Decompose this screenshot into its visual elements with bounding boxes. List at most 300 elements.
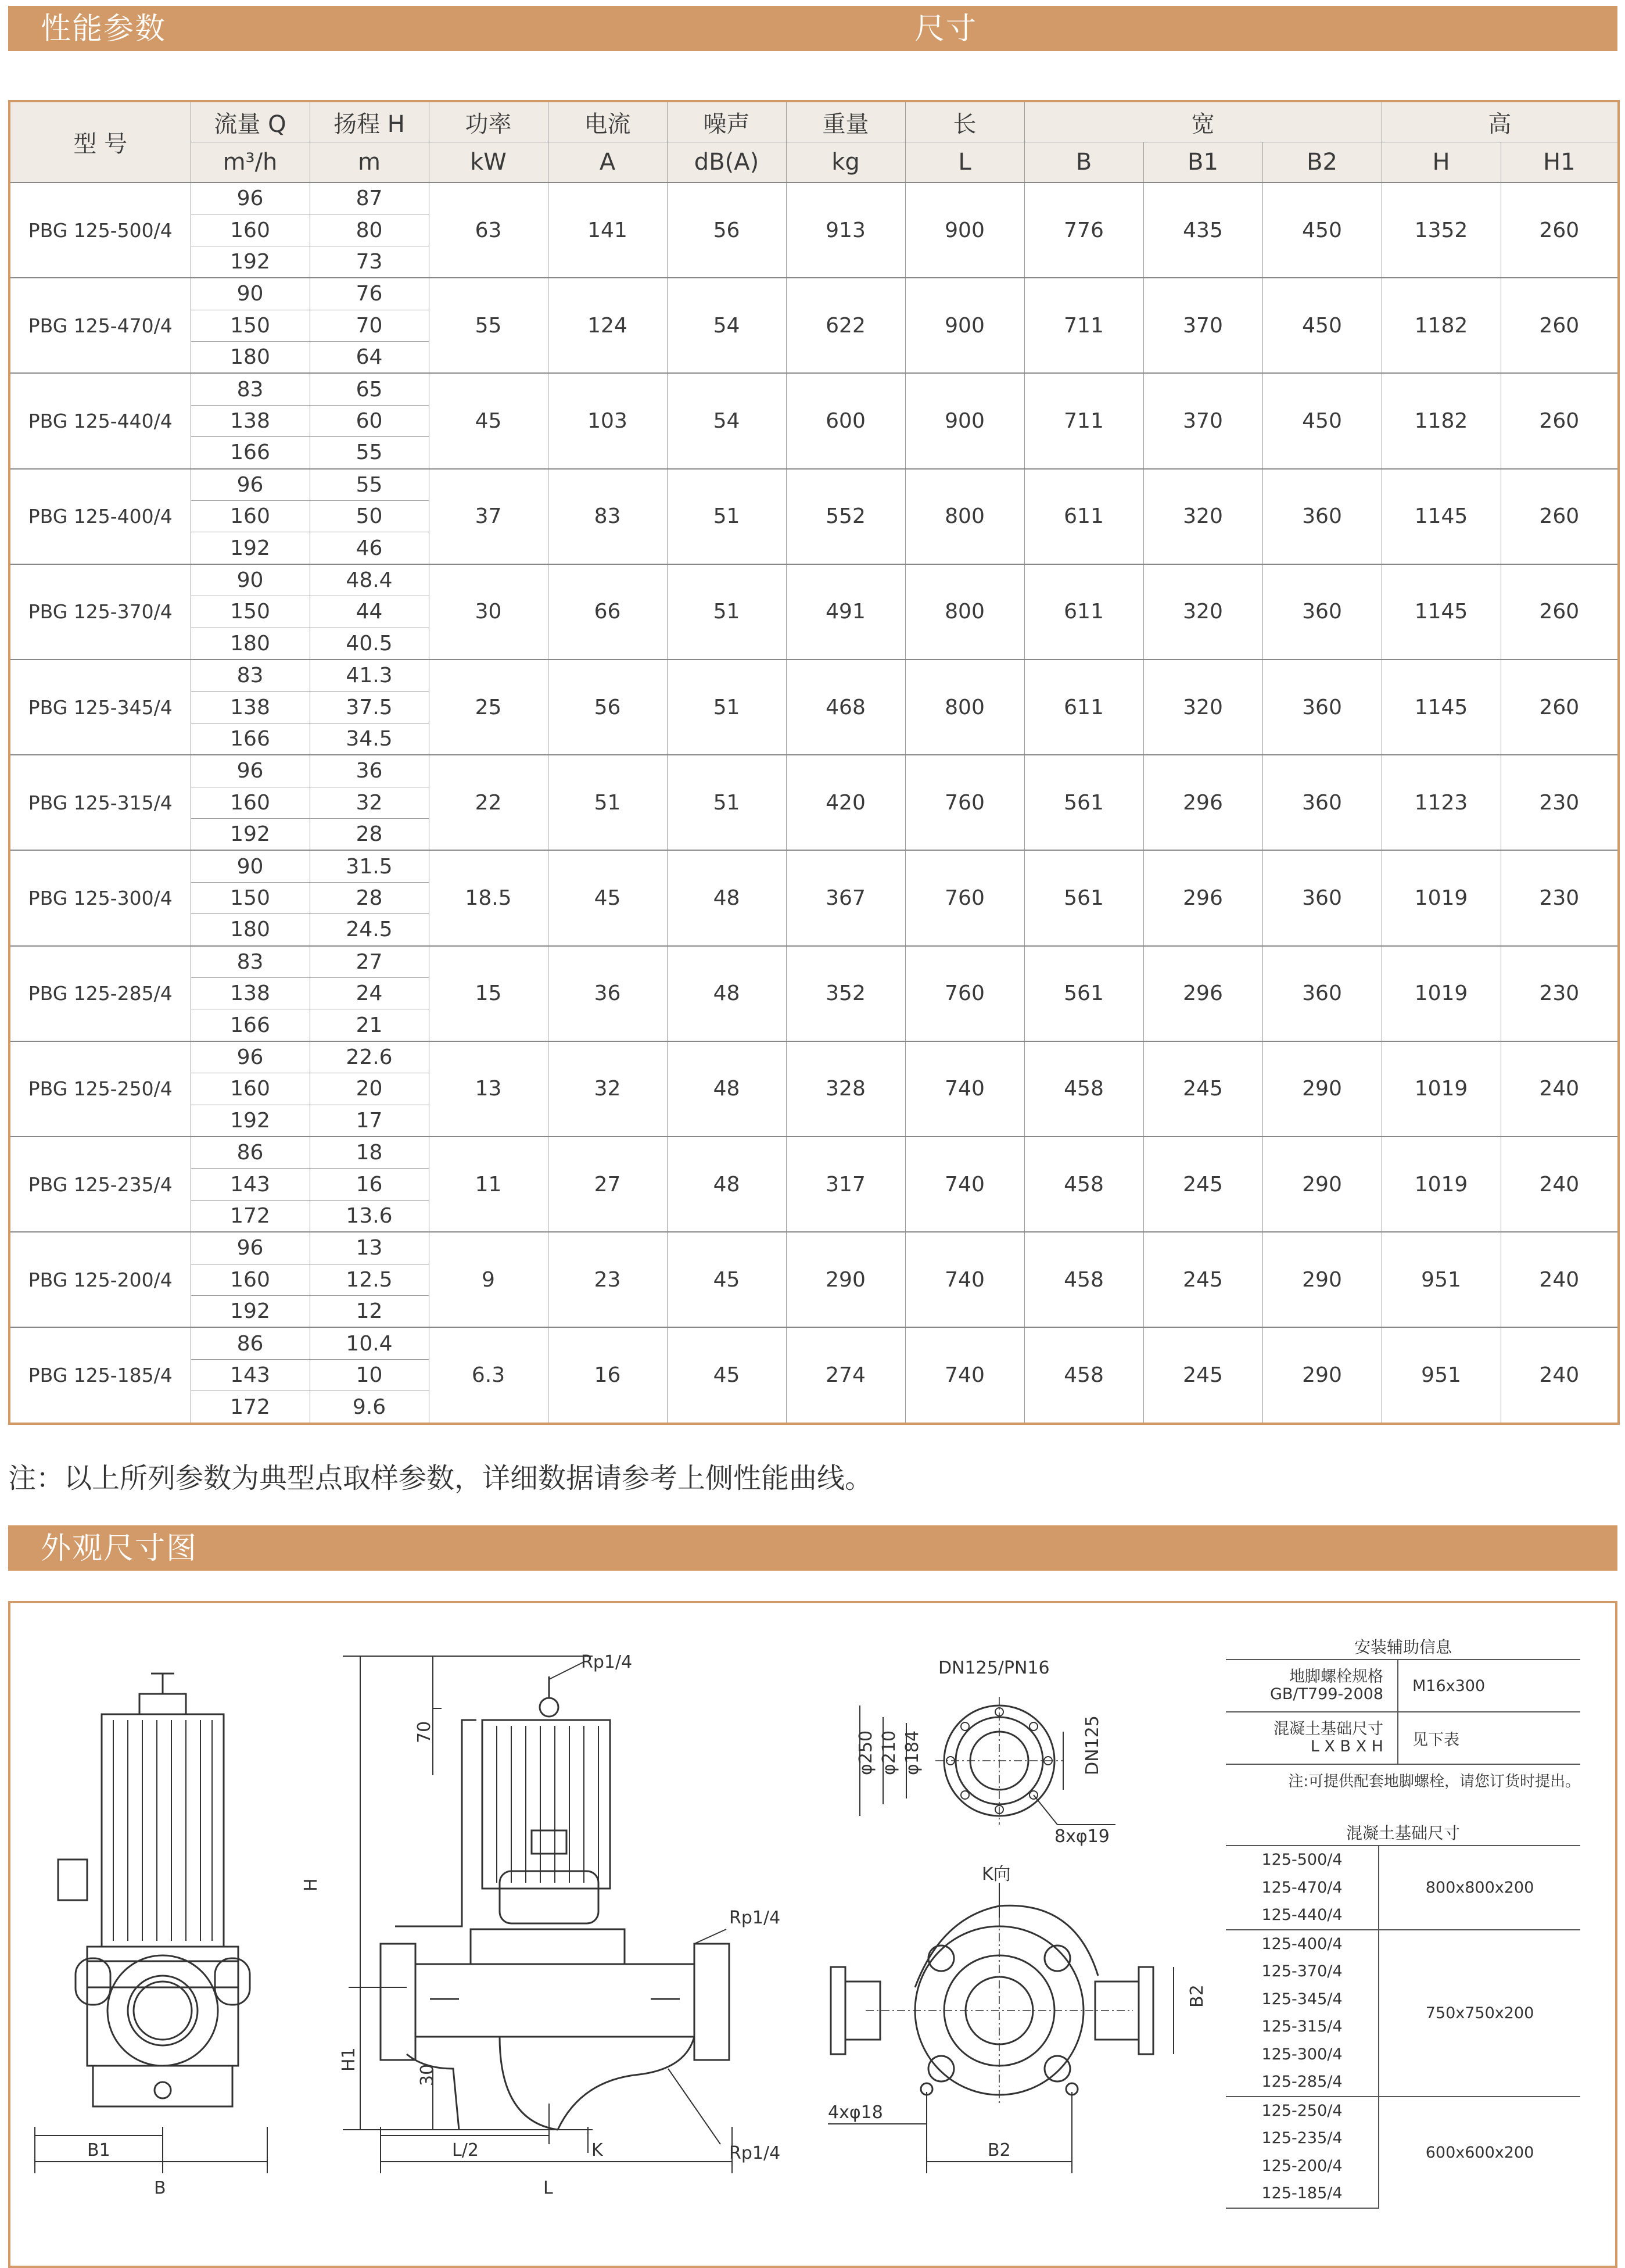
flow-cell: 166 [191, 1009, 310, 1041]
flow-cell: 192 [191, 1296, 310, 1328]
flow-cell: 192 [191, 1105, 310, 1137]
header-width-b2: B2 [1262, 142, 1382, 183]
width-b-cell: 561 [1024, 755, 1143, 850]
foundation-row [1226, 1930, 1580, 1958]
noise-cell: 48 [667, 1041, 786, 1137]
header-width-b1: B1 [1143, 142, 1262, 183]
current-cell: 124 [548, 278, 667, 373]
width-b1-cell: 320 [1143, 660, 1262, 755]
foundation-size: 600x600x200 [1379, 2097, 1580, 2208]
foundation-model: 125-200/4 [1261, 2156, 1343, 2175]
height-h1-cell: 260 [1501, 278, 1619, 373]
width-b2-cell: 360 [1262, 946, 1382, 1041]
flow-cell: 180 [191, 914, 310, 946]
width-b-cell: 458 [1024, 1041, 1143, 1137]
length-cell: 740 [905, 1041, 1024, 1137]
current-cell: 36 [548, 946, 667, 1041]
flow-cell: 143 [191, 1169, 310, 1200]
flow-cell: 96 [191, 1232, 310, 1264]
head-cell: 60 [310, 405, 429, 436]
label-dim-l-half: L/2 [452, 2140, 479, 2160]
noise-cell: 48 [667, 850, 786, 945]
height-h-cell: 1145 [1382, 564, 1501, 660]
label-dim-l: L [543, 2178, 553, 2198]
width-b-cell: 611 [1024, 469, 1143, 564]
width-b-cell: 711 [1024, 278, 1143, 373]
height-h1-cell: 240 [1501, 1327, 1619, 1424]
flow-cell: 160 [191, 787, 310, 818]
flow-cell: 172 [191, 1391, 310, 1424]
label-dim-b2-horizontal: B2 [988, 2140, 1011, 2160]
noise-cell: 51 [667, 755, 786, 850]
foundation-row [1226, 2097, 1580, 2125]
noise-cell: 45 [667, 1232, 786, 1327]
header-power-unit: kW [429, 142, 548, 183]
flow-cell: 138 [191, 405, 310, 436]
head-cell: 44 [310, 596, 429, 628]
header-noise-unit: dB(A) [667, 142, 786, 183]
model-cell: PBG 125-400/4 [9, 469, 191, 564]
head-cell: 46 [310, 532, 429, 564]
install-info-table [1226, 1659, 1580, 1765]
head-cell: 24.5 [310, 914, 429, 946]
current-cell: 56 [548, 660, 667, 755]
width-b2-cell: 360 [1262, 755, 1382, 850]
header-weight: 重量 [786, 101, 905, 142]
flow-cell: 150 [191, 596, 310, 628]
model-cell: PBG 125-470/4 [9, 278, 191, 373]
height-h-cell: 1019 [1382, 850, 1501, 945]
width-b1-cell: 320 [1143, 469, 1262, 564]
noise-cell: 54 [667, 373, 786, 468]
height-h1-cell: 260 [1501, 660, 1619, 755]
flow-cell: 143 [191, 1359, 310, 1391]
head-cell: 48.4 [310, 564, 429, 596]
model-cell: PBG 125-440/4 [9, 373, 191, 468]
head-cell: 36 [310, 755, 429, 787]
install-info-panel [1226, 1636, 1580, 2209]
install-row [1226, 1660, 1580, 1712]
current-cell: 45 [548, 850, 667, 945]
dimensions-title: 尺寸 [914, 12, 978, 46]
model-cell: PBG 125-285/4 [9, 946, 191, 1041]
head-cell: 22.6 [310, 1041, 429, 1073]
height-h-cell: 951 [1382, 1327, 1501, 1424]
width-b-cell: 711 [1024, 373, 1143, 468]
noise-cell: 48 [667, 946, 786, 1041]
flow-cell: 96 [191, 755, 310, 787]
height-h-cell: 1182 [1382, 373, 1501, 468]
head-cell: 10 [310, 1359, 429, 1391]
head-cell: 64 [310, 342, 429, 374]
flow-cell: 160 [191, 1264, 310, 1295]
current-cell: 103 [548, 373, 667, 468]
header-width: 宽 [1024, 101, 1382, 142]
length-cell: 740 [905, 1327, 1024, 1424]
current-cell: 66 [548, 564, 667, 660]
width-b2-cell: 360 [1262, 660, 1382, 755]
head-cell: 28 [310, 882, 429, 913]
height-h1-cell: 240 [1501, 1041, 1619, 1137]
length-cell: 760 [905, 850, 1024, 945]
outline-title: 外观尺寸图 [41, 1531, 198, 1566]
foundation-model: 125-345/4 [1261, 1990, 1343, 2008]
performance-title: 性能参数 [41, 12, 167, 46]
flow-cell: 86 [191, 1327, 310, 1359]
header-model: 型 号 [9, 101, 191, 182]
label-phi-184: φ184 [902, 1730, 923, 1775]
length-cell: 900 [905, 278, 1024, 373]
weight-cell: 622 [786, 278, 905, 373]
height-h-cell: 951 [1382, 1232, 1501, 1327]
width-b1-cell: 245 [1143, 1137, 1262, 1232]
width-b2-cell: 360 [1262, 469, 1382, 564]
height-h-cell: 1352 [1382, 182, 1501, 278]
head-cell: 32 [310, 787, 429, 818]
flow-cell: 150 [191, 310, 310, 341]
height-h-cell: 1019 [1382, 946, 1501, 1041]
width-b-cell: 458 [1024, 1232, 1143, 1327]
foundation-model: 125-400/4 [1226, 1930, 1379, 1958]
flow-cell: 96 [191, 1041, 310, 1073]
current-cell: 23 [548, 1232, 667, 1327]
width-b2-cell: 450 [1262, 373, 1382, 468]
head-cell: 87 [310, 182, 429, 214]
length-cell: 900 [905, 182, 1024, 278]
power-cell: 25 [429, 660, 548, 755]
weight-cell: 328 [786, 1041, 905, 1137]
header-head: 扬程 H [310, 101, 429, 142]
power-cell: 6.3 [429, 1327, 548, 1424]
install-value-foundation: 见下表 [1398, 1712, 1580, 1764]
model-cell: PBG 125-235/4 [9, 1137, 191, 1232]
flow-cell: 192 [191, 819, 310, 851]
head-cell: 41.3 [310, 660, 429, 691]
head-cell: 13.6 [310, 1200, 429, 1232]
model-cell: PBG 125-315/4 [9, 755, 191, 850]
noise-cell: 56 [667, 182, 786, 278]
foundation-model: 125-185/4 [1226, 2180, 1379, 2208]
width-b-cell: 561 [1024, 850, 1143, 945]
noise-cell: 51 [667, 564, 786, 660]
height-h-cell: 1145 [1382, 469, 1501, 564]
label-phi-250: φ250 [856, 1730, 876, 1775]
height-h1-cell: 230 [1501, 755, 1619, 850]
width-b1-cell: 370 [1143, 278, 1262, 373]
flow-cell: 90 [191, 850, 310, 882]
width-b1-cell: 296 [1143, 946, 1262, 1041]
current-cell: 51 [548, 755, 667, 850]
head-cell: 37.5 [310, 691, 429, 723]
head-cell: 50 [310, 501, 429, 532]
flow-cell: 192 [191, 532, 310, 564]
head-cell: 76 [310, 278, 429, 310]
header-length-unit: L [905, 142, 1024, 183]
width-b-cell: 458 [1024, 1137, 1143, 1232]
weight-cell: 352 [786, 946, 905, 1041]
width-b2-cell: 290 [1262, 1041, 1382, 1137]
flow-cell: 83 [191, 373, 310, 405]
current-cell: 16 [548, 1327, 667, 1424]
flow-cell: 166 [191, 723, 310, 755]
model-cell: PBG 125-200/4 [9, 1232, 191, 1327]
head-cell: 31.5 [310, 850, 429, 882]
flow-cell: 180 [191, 342, 310, 374]
label-bolt-8x: 8xφ19 [1054, 1826, 1110, 1847]
header-head-unit: m [310, 142, 429, 183]
header-weight-unit: kg [786, 142, 905, 183]
head-cell: 70 [310, 310, 429, 341]
length-cell: 900 [905, 373, 1024, 468]
install-key-foundation: 混凝土基础尺寸 L X B X H [1226, 1712, 1398, 1764]
power-cell: 13 [429, 1041, 548, 1137]
power-cell: 63 [429, 182, 548, 278]
width-b-cell: 458 [1024, 1327, 1143, 1424]
height-h-cell: 1123 [1382, 755, 1501, 850]
flow-cell: 90 [191, 564, 310, 596]
power-cell: 18.5 [429, 850, 548, 945]
height-h-cell: 1182 [1382, 278, 1501, 373]
foundation-title: 混凝土基础尺寸 [1346, 1823, 1460, 1843]
height-h-cell: 1019 [1382, 1041, 1501, 1137]
length-cell: 740 [905, 1137, 1024, 1232]
label-dim-b: B [154, 2178, 166, 2198]
label-dim-k: K [591, 2140, 603, 2160]
foundation-model: 125-285/4 [1261, 2073, 1343, 2091]
model-cell: PBG 125-370/4 [9, 564, 191, 660]
noise-cell: 48 [667, 1137, 786, 1232]
model-cell: PBG 125-250/4 [9, 1041, 191, 1137]
header-current-unit: A [548, 142, 667, 183]
header-power: 功率 [429, 101, 548, 142]
foundation-row [1226, 1846, 1580, 1874]
power-cell: 11 [429, 1137, 548, 1232]
length-cell: 800 [905, 660, 1024, 755]
foundation-model: 125-440/4 [1261, 1906, 1343, 1924]
width-b1-cell: 296 [1143, 850, 1262, 945]
length-cell: 760 [905, 946, 1024, 1041]
foundation-size: 800x800x200 [1379, 1846, 1580, 1930]
flow-cell: 96 [191, 469, 310, 501]
head-cell: 10.4 [310, 1327, 429, 1359]
width-b2-cell: 360 [1262, 850, 1382, 945]
model-cell: PBG 125-300/4 [9, 850, 191, 945]
power-cell: 15 [429, 946, 548, 1041]
noise-cell: 45 [667, 1327, 786, 1424]
flow-cell: 138 [191, 978, 310, 1009]
height-h1-cell: 240 [1501, 1232, 1619, 1327]
width-b1-cell: 245 [1143, 1232, 1262, 1327]
power-cell: 55 [429, 278, 548, 373]
header-height-h1: H1 [1501, 142, 1619, 183]
flow-cell: 192 [191, 246, 310, 278]
power-cell: 45 [429, 373, 548, 468]
flow-cell: 96 [191, 182, 310, 214]
install-key-bolt: 地脚螺栓规格 GB/T799-2008 [1226, 1660, 1398, 1712]
width-b-cell: 561 [1024, 946, 1143, 1041]
head-cell: 18 [310, 1137, 429, 1169]
top-view-drawing [828, 1883, 1174, 2173]
label-dim-30: 30 [417, 2063, 437, 2086]
weight-cell: 420 [786, 755, 905, 850]
flow-cell: 172 [191, 1200, 310, 1232]
label-dn125: DN125 [1082, 1715, 1103, 1775]
model-cell: PBG 125-345/4 [9, 660, 191, 755]
head-cell: 13 [310, 1232, 429, 1264]
height-h1-cell: 260 [1501, 469, 1619, 564]
header-width-b: B [1024, 142, 1143, 183]
width-b-cell: 611 [1024, 564, 1143, 660]
model-cell: PBG 125-500/4 [9, 182, 191, 278]
weight-cell: 317 [786, 1137, 905, 1232]
head-cell: 27 [310, 946, 429, 978]
width-b1-cell: 296 [1143, 755, 1262, 850]
header-current: 电流 [548, 101, 667, 142]
label-dim-b1: B1 [87, 2140, 110, 2160]
install-tip: 注:可提供配套地脚螺栓，请您订货时提出。 [1288, 1773, 1580, 1790]
width-b1-cell: 245 [1143, 1041, 1262, 1137]
flow-cell: 160 [191, 501, 310, 532]
flow-cell: 180 [191, 628, 310, 660]
weight-cell: 600 [786, 373, 905, 468]
width-b1-cell: 370 [1143, 373, 1262, 468]
width-b2-cell: 290 [1262, 1327, 1382, 1424]
flow-cell: 166 [191, 437, 310, 469]
foundation-model: 125-500/4 [1226, 1846, 1379, 1874]
current-cell: 27 [548, 1137, 667, 1232]
height-h1-cell: 260 [1501, 182, 1619, 278]
weight-cell: 290 [786, 1232, 905, 1327]
front-view-drawing [35, 1674, 267, 2173]
header-flow-unit: m³/h [191, 142, 310, 183]
head-cell: 21 [310, 1009, 429, 1041]
flow-cell: 83 [191, 946, 310, 978]
label-dim-b2-vertical: B2 [1187, 1984, 1207, 2008]
foundation-model: 125-315/4 [1261, 2018, 1343, 2036]
foundation-model: 125-470/4 [1261, 1878, 1343, 1897]
header-flow: 流量 Q [191, 101, 310, 142]
current-cell: 32 [548, 1041, 667, 1137]
power-cell: 22 [429, 755, 548, 850]
noise-cell: 54 [667, 278, 786, 373]
head-cell: 55 [310, 437, 429, 469]
head-cell: 73 [310, 246, 429, 278]
width-b2-cell: 450 [1262, 182, 1382, 278]
foundation-model: 125-370/4 [1261, 1962, 1343, 1980]
foundation-model: 125-300/4 [1261, 2045, 1343, 2063]
height-h-cell: 1145 [1382, 660, 1501, 755]
head-cell: 9.6 [310, 1391, 429, 1424]
flow-cell: 160 [191, 214, 310, 246]
weight-cell: 913 [786, 182, 905, 278]
label-rp-top: Rp1/4 [581, 1652, 633, 1672]
header-height: 高 [1382, 101, 1619, 142]
label-bolt-4x: 4xφ18 [828, 2102, 883, 2123]
flow-cell: 90 [191, 278, 310, 310]
header-noise: 噪声 [667, 101, 786, 142]
length-cell: 800 [905, 564, 1024, 660]
label-phi-210: φ210 [879, 1730, 899, 1775]
head-cell: 20 [310, 1073, 429, 1105]
side-view-drawing [343, 1656, 732, 2173]
head-cell: 65 [310, 373, 429, 405]
flow-cell: 150 [191, 882, 310, 913]
weight-cell: 468 [786, 660, 905, 755]
width-b1-cell: 435 [1143, 182, 1262, 278]
current-cell: 83 [548, 469, 667, 564]
flow-cell: 138 [191, 691, 310, 723]
power-cell: 30 [429, 564, 548, 660]
foundation-size: 750x750x200 [1379, 1930, 1580, 2097]
head-cell: 80 [310, 214, 429, 246]
label-dim-h1: H1 [339, 2047, 359, 2072]
head-cell: 12.5 [310, 1264, 429, 1295]
height-h1-cell: 260 [1501, 373, 1619, 468]
label-dim-h: H [301, 1878, 321, 1891]
foundation-model: 125-250/4 [1226, 2097, 1379, 2125]
install-info-title: 安装辅助信息 [1354, 1638, 1452, 1657]
head-cell: 55 [310, 469, 429, 501]
flow-cell: 160 [191, 1073, 310, 1105]
model-cell: PBG 125-185/4 [9, 1327, 191, 1424]
width-b2-cell: 290 [1262, 1137, 1382, 1232]
width-b1-cell: 245 [1143, 1327, 1262, 1424]
flow-cell: 83 [191, 660, 310, 691]
label-flange-spec: DN125/PN16 [938, 1658, 1050, 1678]
width-b2-cell: 360 [1262, 564, 1382, 660]
table-note: 注：以上所列参数为典型点取样参数，详细数据请参考上侧性能曲线。 [8, 1462, 873, 1495]
head-cell: 34.5 [310, 723, 429, 755]
width-b2-cell: 290 [1262, 1232, 1382, 1327]
label-rp-bottom: Rp1/4 [729, 2143, 781, 2163]
length-cell: 740 [905, 1232, 1024, 1327]
label-dim-70: 70 [414, 1721, 435, 1743]
width-b2-cell: 450 [1262, 278, 1382, 373]
length-cell: 800 [905, 469, 1024, 564]
height-h1-cell: 230 [1501, 850, 1619, 945]
label-rp-mid: Rp1/4 [729, 1908, 781, 1928]
width-b-cell: 611 [1024, 660, 1143, 755]
weight-cell: 491 [786, 564, 905, 660]
length-cell: 760 [905, 755, 1024, 850]
width-b1-cell: 320 [1143, 564, 1262, 660]
weight-cell: 367 [786, 850, 905, 945]
power-cell: 9 [429, 1232, 548, 1327]
install-row [1226, 1712, 1580, 1764]
weight-cell: 274 [786, 1327, 905, 1424]
head-cell: 40.5 [310, 628, 429, 660]
noise-cell: 51 [667, 660, 786, 755]
foundation-table [1226, 1845, 1580, 2209]
power-cell: 37 [429, 469, 548, 564]
height-h1-cell: 230 [1501, 946, 1619, 1041]
header-height-h: H [1382, 142, 1501, 183]
head-cell: 17 [310, 1105, 429, 1137]
current-cell: 141 [548, 182, 667, 278]
head-cell: 28 [310, 819, 429, 851]
width-b-cell: 776 [1024, 182, 1143, 278]
head-cell: 16 [310, 1169, 429, 1200]
header-length: 长 [905, 101, 1024, 142]
install-value-bolt: M16x300 [1398, 1660, 1580, 1712]
weight-cell: 552 [786, 469, 905, 564]
height-h1-cell: 260 [1501, 564, 1619, 660]
head-cell: 12 [310, 1296, 429, 1328]
label-k-direction: K向 [982, 1864, 1011, 1884]
height-h-cell: 1019 [1382, 1137, 1501, 1232]
flow-cell: 86 [191, 1137, 310, 1169]
head-cell: 24 [310, 978, 429, 1009]
